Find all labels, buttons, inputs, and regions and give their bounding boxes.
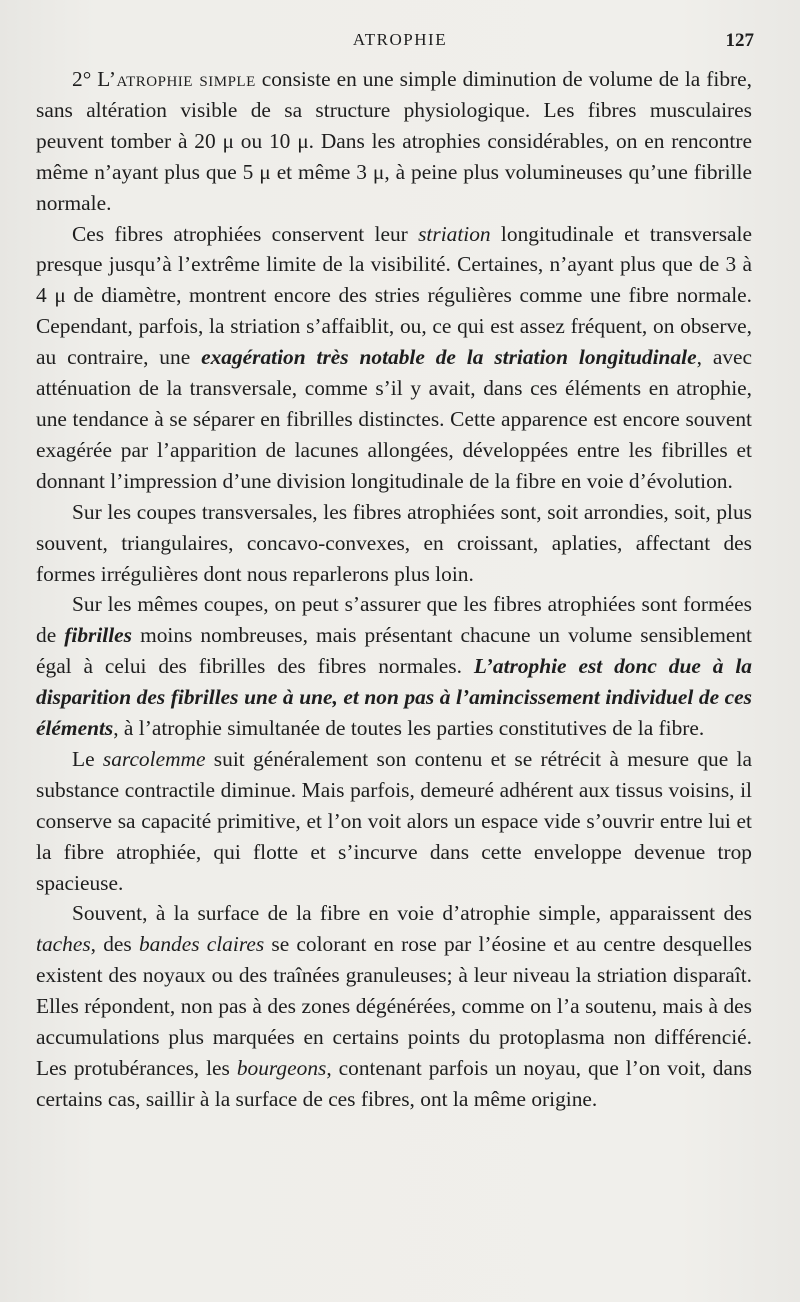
- emphasis-phrase: exagération très notable de la striation longitudinale: [201, 345, 697, 370]
- running-title: ATROPHIE: [352, 30, 448, 49]
- paragraph-text: , contenant parfois un noyau, que l’on voit, dans certains cas, saillir à la surface de ces fibres, ont la même origine.: [36, 1056, 752, 1111]
- paragraph-text: Ces fibres atrophiées conservent leur: [72, 221, 419, 246]
- italic-term: striation: [418, 221, 491, 246]
- paragraph-text: consiste en une simple diminution de volume de la fibre, sans altération visible de sa structure physiologique. Les fibres musculaires peuvent tomber à 20 μ ou 10 μ. Dans les atrophies considérables, on en rencontre même n’ayant plus que 5 μ et même 3 μ, à peine plus volumineuses qu’une fibrille normale.: [36, 67, 752, 215]
- body-text: [36, 64, 752, 1115]
- paragraph-text: Le: [72, 746, 103, 771]
- paragraph-coupes-transversales: [36, 497, 752, 590]
- paragraph-text: , à l’atrophie simultanée de toutes les parties constitutives de la fibre.: [113, 716, 705, 741]
- section-term-small-caps: L’atrophie simple: [97, 67, 256, 91]
- italic-term: fibrilles: [64, 623, 132, 648]
- paragraph-taches: [36, 898, 752, 1114]
- emphasis-phrase: L’atrophie est donc due à la disparition des fibrilles une à une, et non pas à l’amincissement individuel de ces éléments: [36, 654, 752, 741]
- italic-term: taches: [36, 932, 91, 957]
- paragraph-atrophie-simple: [36, 64, 752, 219]
- paragraph-striation: [36, 219, 752, 497]
- running-head: [0, 30, 800, 54]
- paragraph-text: se colorant en rose par l’éosine et au centre desquelles existent des noyaux ou des traînées granuleuses; à leur niveau la striation disparaît. Elles répondent, non pas à des zones dégénérées, comme on l’a soutenu, mais à des accumulations plus marquées en certains points du protoplasma non différencié. Les protubérances, les: [36, 932, 752, 1080]
- italic-term: bandes claires: [138, 932, 265, 957]
- paragraph-text: longitudinale et transversale presque jusqu’à l’extrême limite de la visibilité. Certaines, n’ayant plus que de 3 à 4 μ de diamètre, montrent encore des stries régulières comme une fibre normale. Cependant, parfois, la striation s’affaiblit, ou, ce qui est assez fréquent, on observe, au contraire, une: [36, 221, 752, 370]
- paragraph-text: , des: [90, 932, 139, 957]
- paragraph-sarcolemme: [36, 744, 752, 899]
- page-number: 127: [725, 30, 754, 51]
- paragraph-text: , avec atténuation de la transversale, comme s’il y avait, dans ces éléments en atrophie, une tendance à se séparer en fibrilles distinctes. Cette apparence est encore souvent exagérée par l’apparition de lacunes allongées, développées entre les fibrilles et donnant l’impression d’une division longitudinale de la fibre en voie d’évolution.: [36, 345, 752, 493]
- paragraph-fibrilles: [36, 589, 752, 744]
- paragraph-text: Sur les mêmes coupes, on peut s’assurer que les fibres atrophiées sont formées de: [36, 592, 752, 648]
- paragraph-text: suit généralement son contenu et se rétrécit à mesure que la substance contractile diminue. Mais parfois, demeuré adhérent aux tissus voisins, il conserve sa capacité primitive, et l’on voit alors un espace vide s’ouvrir entre lui et la fibre atrophiée, qui flotte et s’incurve dans cette enveloppe devenue trop spacieuse.: [36, 746, 752, 895]
- paragraph-text: moins nombreuses, mais présentant chacune un volume sensiblement égal à celui des fibrilles des fibres normales.: [36, 623, 752, 679]
- paragraph-text: Sur les coupes transversales, les fibres atrophiées sont, soit arrondies, soit, plus souvent, triangulaires, concavo-convexes, en croissant, aplaties, affectant des formes irrégulières dont nous reparlerons plus loin.: [36, 499, 752, 586]
- paragraph-text: Souvent, à la surface de la fibre en voie d’atrophie simple, apparaissent des: [72, 901, 752, 926]
- italic-term: sarcolemme: [102, 746, 206, 771]
- paragraph-text: 2°: [72, 67, 98, 91]
- italic-term: bourgeons: [236, 1056, 327, 1080]
